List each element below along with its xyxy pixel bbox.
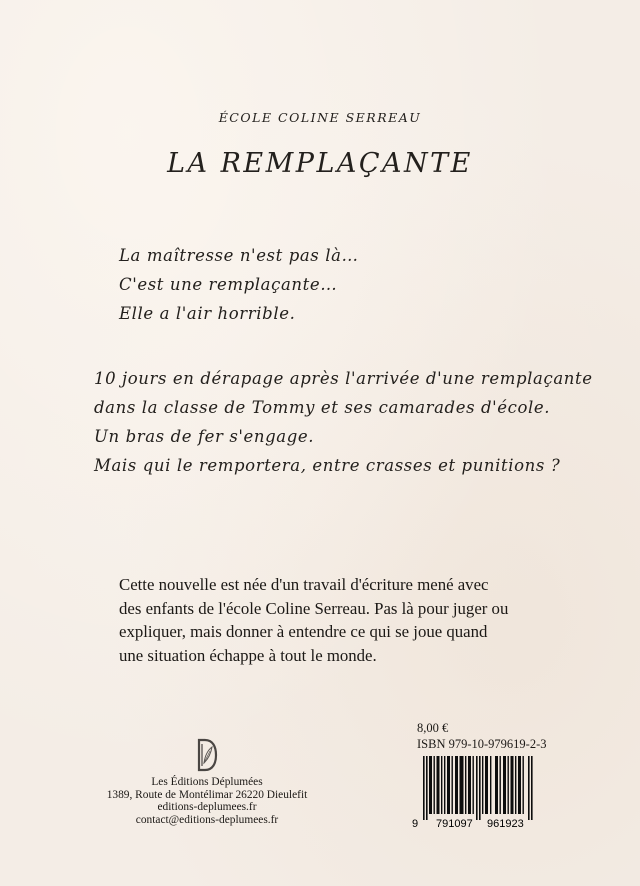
poem-line: C'est une remplaçante…	[119, 275, 338, 294]
poem-line: Elle a l'air horrible.	[119, 304, 296, 323]
school-name: ÉCOLE COLINE SERREAU	[218, 110, 422, 125]
barcode-left-group: 791097	[436, 818, 473, 830]
publisher-block	[84, 738, 330, 826]
blurb-line: dans la classe de Tommy et ses camarades d'école.	[94, 398, 551, 417]
isbn: ISBN 979-10-979619-2-3	[417, 737, 547, 751]
publisher-website: editions-deplumees.fr	[157, 801, 257, 814]
description-line: expliquer, mais donner à entendre ce qui se joue quand	[119, 622, 488, 641]
book-description	[119, 573, 549, 667]
poem-excerpt	[119, 241, 359, 328]
barcode-right-group: 961923	[487, 818, 524, 830]
description-line: des enfants de l'école Coline Serreau. Pas là pour juger ou	[119, 598, 509, 618]
price: 8,00 €	[417, 721, 449, 735]
publisher-name: Les Éditions Déplumées	[151, 776, 263, 788]
blurb-line: Mais qui le remportera, entre crasses et punitions ?	[94, 456, 561, 475]
barcode-icon	[412, 756, 542, 830]
book-title: LA REMPLAÇANTE	[167, 148, 473, 179]
quill-d-logo-icon	[196, 738, 218, 772]
poem-line: La maîtresse n'est pas là…	[119, 246, 359, 265]
publisher-address: 1389, Route de Montélimar 26220 Dieulefit	[106, 788, 308, 801]
description-line: une situation échappe à tout le monde.	[119, 645, 377, 665]
blurb	[94, 364, 593, 480]
barcode-lead-digit: 9	[412, 818, 419, 830]
blurb-line: Un bras de fer s'engage.	[94, 427, 315, 446]
description-line: Cette nouvelle est née d'un travail d'écriture mené avec	[119, 575, 489, 594]
publisher-email: contact@editions-deplumees.fr	[135, 813, 279, 826]
blurb-line: 10 jours en dérapage après l'arrivée d'une remplaçante	[94, 369, 593, 388]
